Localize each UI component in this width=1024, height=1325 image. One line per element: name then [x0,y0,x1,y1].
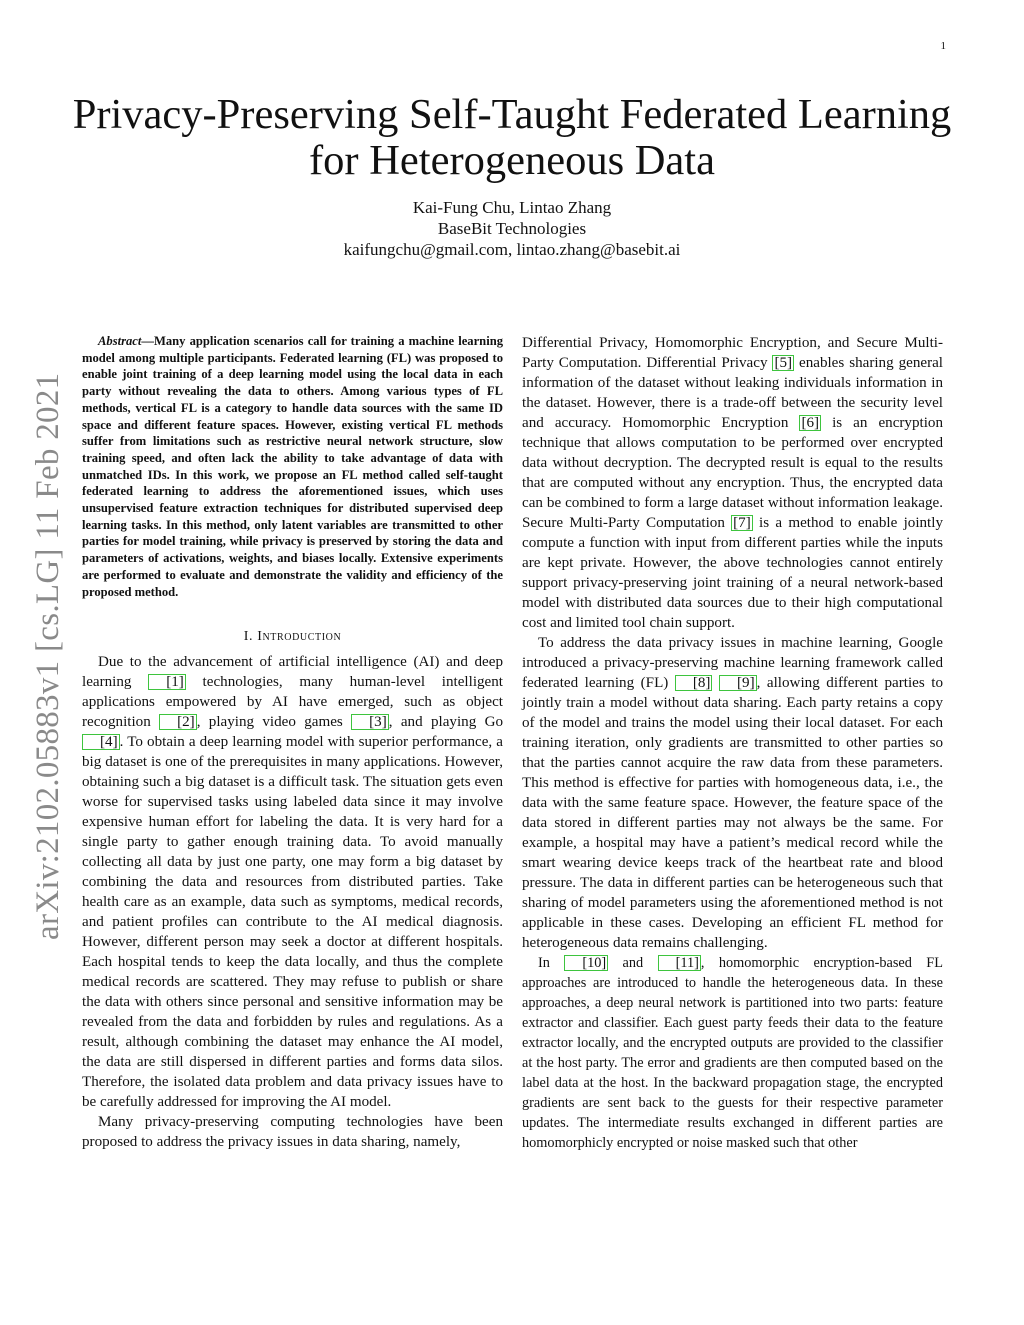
abstract [82,333,503,600]
arxiv-identifier[interactable]: arXiv:2102.05883v1 [cs.LG] 11 Feb 2021 [30,372,66,940]
citation-link[interactable]: [3] [351,714,389,730]
text-run: Due to the advancement of artificial intelligence (AI) and deep learning [82,654,503,691]
citation-link[interactable]: [10] [564,955,608,971]
text-run: is a method to enable jointly compute a function with input from different parties while the inputs are kept private. However, the above technologies cannot entirely support privacy-preserving joint training of a neural network-based model with distributed data sources due to their high computational cost and limited tool chain support. [522,515,943,631]
text-run: is an encryption technique that allows computation to be performed over encrypted data without decryption. The decrypted result is equal to the results that are computed without any encryption. Thus, the encrypted data can be combined to form a large dataset without information leakage. Secure Multi-Party Computation [522,415,943,531]
citation-link[interactable]: [6] [801,415,820,431]
citation-link[interactable]: [7] [733,515,751,531]
intro-paragraph-4 [522,953,943,1153]
affiliation: BaseBit Technologies [437,219,587,238]
author-emails[interactable]: kaifungchu@gmail.com, lintao.zhang@basebit.ai [343,240,681,259]
text-run: To address the data privacy issues in machine learning, Google introduced a privacy-preserving machine learning framework called federated learning (FL) [522,635,943,691]
citation-link[interactable]: [9] [719,675,757,691]
citation-link[interactable]: [2] [159,714,197,730]
citation-link[interactable]: [11] [658,955,701,971]
intro-paragraph-1 [82,652,503,1112]
left-column [82,333,503,1152]
author-names: Kai-Fung Chu, Lintao Zhang [412,198,612,217]
text-run: , playing video games [196,714,352,731]
intro-paragraph-2-continued [522,333,943,633]
title-line-2: for Heterogeneous Data [309,137,715,184]
text-run: . To obtain a deep learning model with superior performance, a big dataset is one of the prerequisites in many applications. However, obtaining such a big dataset is a difficult task. The situation gets even worse for supervised tasks using labeled data since it may involve expensive human effort for labeling the data. It is very hard for a single party to gather enough training data. To avoid manually collecting all data by just one party, one may form a big dataset by combining the data and resources from distributed parties. Take health care as an example, data such as symptoms, medical records, and patient profiles can contribute to the AI medical diagnosis. However, different person may seek a doctor at different hospitals. Each hospital tends to keep the data locally, and thus the complete medical records are scattered. They may refuse to publish or share the data with others since personal and sensitive information may be revealed from the data and forbidden by rules and regulations. As a result, although combining the dataset may enhance the AI model, the data are still dispersed in different parties and forms data silos. Therefore, the isolated data problem and data privacy issues have to be carefully addressed for improving the AI model. [82,734,503,1111]
abstract-text: —Many application scenarios call for training a machine learning model among multiple participants. Federated learning (FL) was proposed to enable joint training of a deep learning model using the local data in each party without revealing the data to others. Among various types of FL methods, vertical FL is a category to handle data sources with the same ID space and different feature spaces. However, existing vertical FL methods suffer from limitations such as restrictive neural network structure, slow training speed, and often lack the ability to take advantage of data with unmatched IDs. In this work, we propose an FL method called self-taught federated learning to address the aforementioned issues, which uses unsupervised feature extraction techniques for distributed supervised deep learning tasks. In this method, only latent variables are transmitted to other parties for model training, while privacy is preserved by storing the data and parameters of activations, weights, and biases locally. Extensive experiments are performed to evaluate and demonstrate the validity and efficiency of the proposed method. [82,334,503,599]
text-run: , homomorphic encryption-based FL approaches are introduced to handle the heterogeneous data. In these approaches, a deep neural network is partitioned into two parts: feature extractor and classifier. Each guest party feeds their data to the feature extractor locally, and the encrypted outputs are provided to the classifier at the host party. The error and gradients are then computed based on the label data at the host. In the backward propagation stage, the encrypted gradients are sent back to the guests for their respective parameter updates. The intermediate results exchanged in different parties are homomorphicly encrypted or noise masked such that other [522,955,943,1151]
text-run: In [538,955,565,971]
intro-paragraph-3 [522,633,943,953]
paper-title [40,92,984,184]
intro-paragraph-2: Many privacy-preserving computing technologies have been proposed to address the privacy issues in data sharing, namely, [82,1114,503,1151]
section-numeral: I. [243,629,254,645]
page-number: 1 [940,40,946,52]
text-run: Differential Privacy, Homomorphic Encryption, and Secure Multi-Party Computation. Differential Privacy [522,335,943,371]
text-run: , allowing different parties to jointly train a model without data sharing. Each party retains a copy of the model and trains the model using their local dataset. For each training iteration, only gradients are transmitted to other parties so that the parties cannot acquire the raw data from these parameters. This method is effective for parties with homogeneous data, i.e., the data with the same feature space. However, the feature space of the data stored in different parties may not always be the same. For example, a hospital may have a patient’s medical record while the smart wearing device keeps track of the heartbeat rate and blood pressure. The data in different parties can be heterogeneous such that sharing of model parameters using the aforementioned method is not applicable in these cases. Developing an efficient FL method for heterogeneous data remains challenging. [522,675,943,951]
citation-link[interactable]: [4] [82,734,120,750]
right-column [522,333,943,1153]
text-run: enables sharing general information of the dataset without leaking individuals information in the dataset. However, there is a trade-off between the security level and accuracy. Homomorphic Encryption [522,355,943,431]
section-title: Introduction [257,629,342,645]
abstract-label: Abstract [98,334,142,348]
author-block [0,197,1024,260]
citation-link[interactable]: [1] [148,674,186,690]
text-run: , and playing Go [388,714,504,731]
citation-link[interactable]: [8] [675,675,713,691]
text-run: technologies, many human-level intelligent applications empowered by AI have emerged, such as object recognition [82,674,504,731]
title-line-1: Privacy-Preserving Self-Taught Federated Learning [72,91,952,138]
citation-link[interactable]: [5] [774,355,793,371]
section-heading [82,629,503,645]
text-run: and [608,955,658,971]
